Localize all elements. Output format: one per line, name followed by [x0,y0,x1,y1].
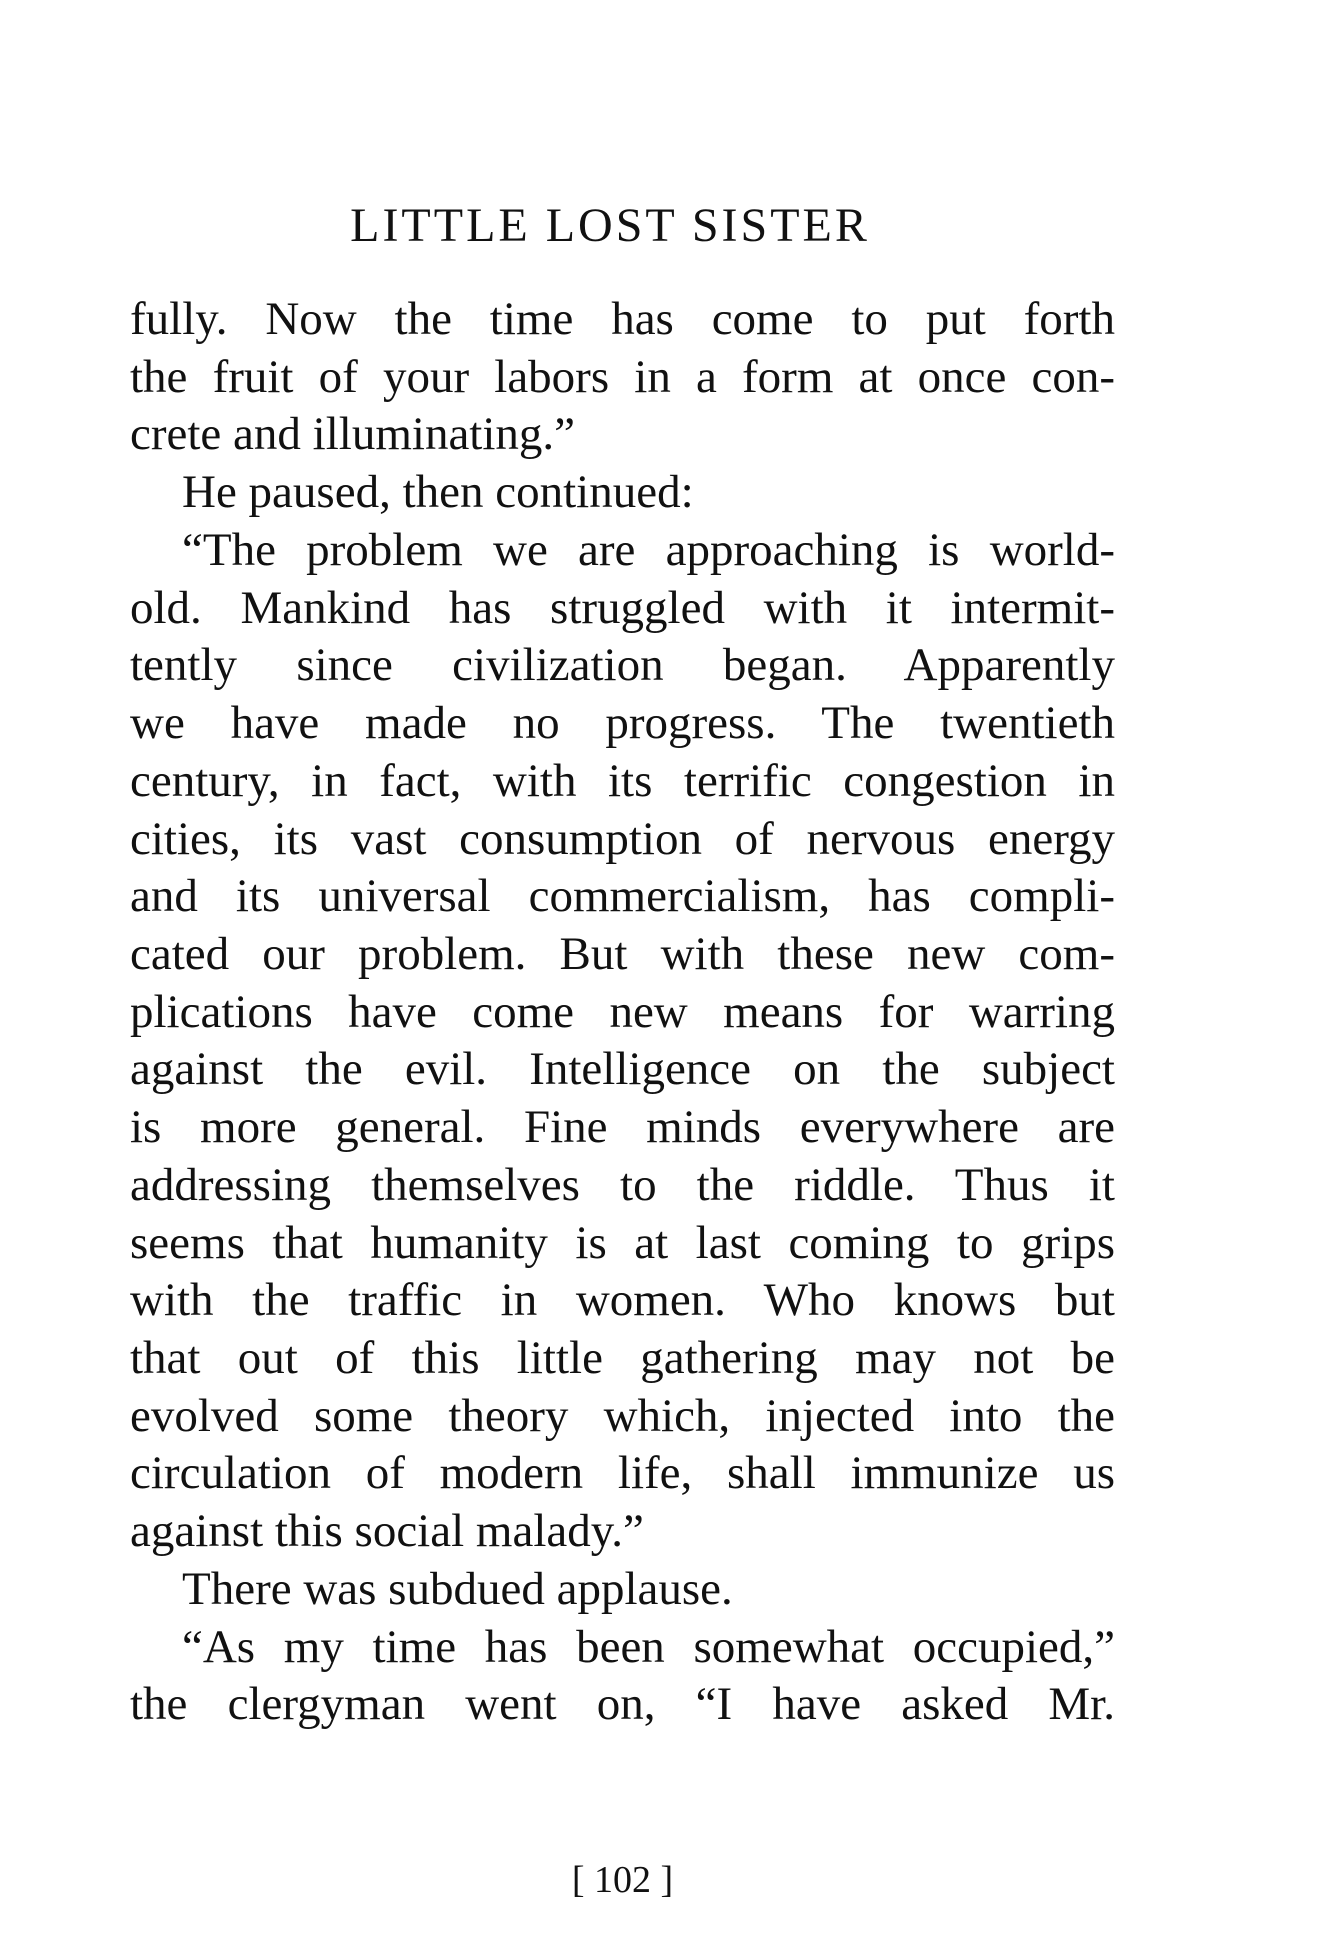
text-line: “The problem we are approaching is world- [182,524,1115,576]
text-line: against the evil. Intelligence on the subject [130,1043,1115,1095]
running-head: LITTLE LOST SISTER [350,199,870,252]
text-line: the clergyman went on, “I have asked Mr. [130,1678,1115,1730]
text-line: fully. Now the time has come to put forth [130,293,1115,345]
text-line: and its universal commercialism, has compli- [130,870,1115,922]
text-line: is more general. Fine minds everywhere are [130,1101,1115,1153]
text-line: circulation of modern life, shall immunize us [130,1447,1115,1499]
text-line: cated our problem. But with these new com- [130,928,1115,980]
text-line: we have made no progress. The twentieth [130,697,1115,749]
text-line: the fruit of your labors in a form at once con- [130,351,1115,403]
text-line: with the traffic in women. Who knows but [130,1274,1115,1326]
page-number: [ 102 ] [571,1859,674,1901]
text-line: addressing themselves to the riddle. Thus it [130,1159,1115,1211]
text-line: century, in fact, with its terrific congestion in [130,755,1115,807]
text-line: crete and illuminating.” [130,408,576,460]
text-line: “As my time has been somewhat occupied,” [182,1621,1115,1673]
text-line: plications have come new means for warring [130,986,1115,1038]
text-line: There was subdued applause. [182,1563,733,1615]
text-line: tently since civilization began. Apparently [130,639,1115,691]
text-line: that out of this little gathering may not be [130,1332,1115,1384]
text-line: cities, its vast consumption of nervous energy [130,813,1115,865]
text-line: old. Mankind has struggled with it intermit- [130,582,1115,634]
text-line: evolved some theory which, injected into the [130,1390,1115,1442]
text-line: against this social malady.” [130,1505,644,1557]
text-line: seems that humanity is at last coming to grips [130,1217,1115,1269]
text-line: He paused, then continued: [182,466,694,518]
